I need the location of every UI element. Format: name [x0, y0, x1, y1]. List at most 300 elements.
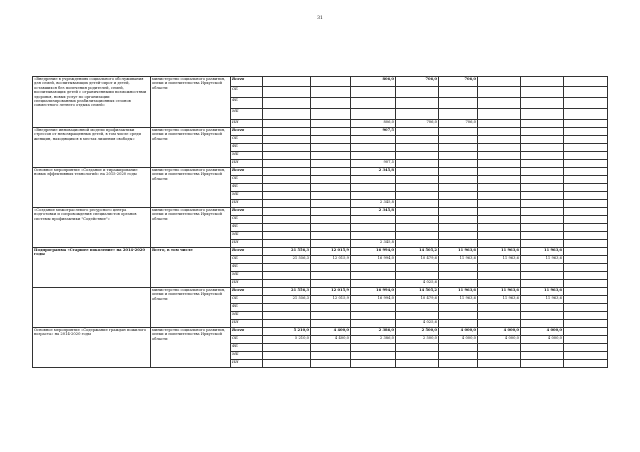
year-value [351, 136, 396, 144]
funding-source: МБ [231, 272, 263, 280]
executor: Всего, в том числе [151, 248, 231, 288]
year-value [439, 109, 478, 120]
year-value [439, 160, 478, 168]
year-value: 11 963,6 [521, 256, 564, 264]
year-value [478, 109, 521, 120]
year-value [521, 120, 564, 128]
year-value [396, 232, 439, 240]
year-value: 4 000,0 [478, 328, 521, 336]
funding-source: Всего [231, 248, 263, 256]
year-value [478, 200, 521, 208]
measure-name: Основное мероприятие «Содержание граждан пожилого возраста» на 2014-2020 годы [33, 328, 151, 368]
year-value [439, 272, 478, 280]
executor: министерство социального развития, опеки и попечительства Иркутской области [151, 77, 231, 128]
year-value [564, 240, 608, 248]
year-value [351, 87, 396, 98]
year-value: 10 479,6 [396, 296, 439, 304]
year-value [478, 136, 521, 144]
year-value [564, 304, 608, 312]
measure-name: «Внедрение инновационной модели профилактики стрессов от невозвращенных детей, в том числе среди женщин, находящихся в местах лишения свободы» [33, 128, 151, 168]
year-value: 2 345,8 [351, 168, 396, 176]
year-value [351, 344, 396, 352]
year-value [396, 136, 439, 144]
year-value [564, 136, 608, 144]
year-value [439, 224, 478, 232]
year-value [478, 77, 521, 87]
page-number: 31 [317, 16, 323, 21]
year-value [396, 224, 439, 232]
year-value [521, 304, 564, 312]
year-value [564, 264, 608, 272]
year-value [564, 248, 608, 256]
funding-source: Всего [231, 328, 263, 336]
year-value [351, 152, 396, 160]
year-value: 907,5 [351, 160, 396, 168]
funding-source: Всего [231, 288, 263, 296]
year-value: 4 000,0 [521, 328, 564, 336]
year-value: 4 000,0 [478, 336, 521, 344]
year-value: 16 994,0 [351, 288, 396, 296]
measure-name: Подпрограмма «Старшее поколение» на 2014-2020 годы [33, 248, 151, 288]
year-value [521, 176, 564, 184]
total-value [263, 87, 311, 98]
year-value [396, 216, 439, 224]
funding-source: ОБ [231, 296, 263, 304]
table-row [33, 328, 608, 336]
year-value [564, 77, 608, 87]
year-value: 11 963,6 [478, 296, 521, 304]
year-value [439, 192, 478, 200]
year-value [564, 160, 608, 168]
year-value [564, 320, 608, 328]
year-value [521, 344, 564, 352]
year-value: 2 500,0 [396, 336, 439, 344]
year-value [439, 136, 478, 144]
total-value [263, 136, 311, 144]
year-value [478, 320, 521, 328]
year-value [521, 98, 564, 109]
total-value [263, 208, 311, 216]
year-value: 11 963,6 [521, 248, 564, 256]
total-value: 21 556,3 [263, 256, 311, 264]
year-value [439, 360, 478, 368]
year-value [478, 168, 521, 176]
year-value: 4 025,6 [396, 320, 439, 328]
funding-source: ФБ [231, 344, 263, 352]
year-value [564, 120, 608, 128]
year-value [311, 280, 351, 288]
year-value [564, 87, 608, 98]
measure-name [33, 288, 151, 328]
year-value [439, 232, 478, 240]
total-value [263, 216, 311, 224]
year-value [439, 264, 478, 272]
year-value [351, 312, 396, 320]
funding-source: МБ [231, 152, 263, 160]
year-value [478, 144, 521, 152]
funding-source: ИИ [231, 320, 263, 328]
year-value [564, 312, 608, 320]
year-value [478, 87, 521, 98]
table-row [33, 248, 608, 256]
year-value: 706,0 [396, 77, 439, 87]
total-value: 21 556,3 [263, 248, 311, 256]
year-value [396, 344, 439, 352]
executor: министерство социального развития, опеки и попечительства Иркутской области [151, 208, 231, 248]
year-value [564, 109, 608, 120]
year-value [564, 216, 608, 224]
year-value [396, 200, 439, 208]
year-value [521, 184, 564, 192]
funding-source: ФБ [231, 304, 263, 312]
total-value: 21 556,3 [263, 296, 311, 304]
year-value [351, 216, 396, 224]
total-value [263, 120, 311, 128]
year-value: 4 000,0 [439, 336, 478, 344]
year-value: 2 386,0 [351, 328, 396, 336]
year-value: 12 015,9 [311, 296, 351, 304]
year-value [311, 272, 351, 280]
total-value [263, 160, 311, 168]
total-value [263, 320, 311, 328]
year-value [521, 360, 564, 368]
year-value [311, 344, 351, 352]
year-value: 806,0 [351, 77, 396, 87]
table-row [33, 128, 608, 136]
year-value: 706,0 [439, 120, 478, 128]
year-value [351, 360, 396, 368]
year-value [564, 336, 608, 344]
year-value [478, 160, 521, 168]
year-value [439, 320, 478, 328]
year-value [396, 160, 439, 168]
executor: министерство социального развития, опеки и попечительства Иркутской области [151, 168, 231, 208]
year-value [311, 160, 351, 168]
year-value [564, 232, 608, 240]
year-value: 2 345,8 [351, 240, 396, 248]
year-value [521, 87, 564, 98]
year-value [396, 168, 439, 176]
year-value: 11 963,6 [478, 288, 521, 296]
year-value [439, 208, 478, 216]
year-value [439, 312, 478, 320]
year-value: 16 994,0 [351, 248, 396, 256]
year-value: 2 386,0 [351, 336, 396, 344]
total-value [263, 192, 311, 200]
year-value: 4 000,0 [521, 336, 564, 344]
year-value: 706,0 [439, 77, 478, 87]
year-value [351, 98, 396, 109]
year-value [311, 232, 351, 240]
year-value [521, 136, 564, 144]
total-value [263, 98, 311, 109]
year-value [311, 224, 351, 232]
year-value [439, 344, 478, 352]
year-value [439, 240, 478, 248]
total-value [263, 240, 311, 248]
year-value [439, 98, 478, 109]
year-value [439, 87, 478, 98]
funding-source: ИИ [231, 160, 263, 168]
funding-source: Всего [231, 208, 263, 216]
year-value [564, 144, 608, 152]
year-value [478, 208, 521, 216]
year-value [311, 208, 351, 216]
table-row [33, 168, 608, 176]
year-value [564, 224, 608, 232]
year-value [564, 208, 608, 216]
year-value: 14 505,2 [396, 248, 439, 256]
year-value [311, 109, 351, 120]
year-value: 806,0 [351, 120, 396, 128]
total-value [263, 272, 311, 280]
year-value [311, 87, 351, 98]
year-value [478, 240, 521, 248]
year-value [564, 288, 608, 296]
year-value [564, 360, 608, 368]
year-value [521, 160, 564, 168]
year-value [396, 264, 439, 272]
year-value: 2 345,8 [351, 200, 396, 208]
measure-name: «Создание межотраслевого ресурсного центра подготовки и сопровождения специалистов органов системы профилактики "Содействие"» [33, 208, 151, 248]
funding-source: ОБ [231, 176, 263, 184]
total-value [263, 176, 311, 184]
year-value: 11 963,6 [478, 256, 521, 264]
year-value: 4 000,0 [439, 328, 478, 336]
year-value [478, 344, 521, 352]
year-value: 706,0 [396, 120, 439, 128]
year-value [396, 192, 439, 200]
year-value [478, 120, 521, 128]
year-value: 11 963,6 [439, 296, 478, 304]
funding-source: МБ [231, 232, 263, 240]
year-value [478, 184, 521, 192]
funding-source: ОБ [231, 87, 263, 98]
year-value [564, 280, 608, 288]
total-value [263, 224, 311, 232]
year-value [311, 352, 351, 360]
year-value [311, 312, 351, 320]
total-value: 5 210,0 [263, 336, 311, 344]
total-value [263, 152, 311, 160]
funding-source: ОБ [231, 216, 263, 224]
total-value [263, 77, 311, 87]
year-value: 16 994,0 [351, 256, 396, 264]
year-value [311, 152, 351, 160]
funding-source: ОБ [231, 136, 263, 144]
year-value [311, 136, 351, 144]
year-value [521, 320, 564, 328]
funding-source: ИИ [231, 120, 263, 128]
year-value [478, 232, 521, 240]
measure-name: «Внедрение в учреждениях социального обслуживания для семей, воспитывающих детей-сирот и детей, оставшихся без попечения родителей, семей, воспитывающих детей с ограниченными возможностями здоровья, новых услуг по организации специализированных реабилитационных сезонов совместного летнего отдыха семей» [33, 77, 151, 128]
executor: министерство социального развития, опеки и попечительства Иркутской области [151, 328, 231, 368]
year-value [351, 144, 396, 152]
funding-source: МБ [231, 109, 263, 120]
year-value [521, 352, 564, 360]
year-value [396, 312, 439, 320]
year-value [311, 240, 351, 248]
year-value [564, 296, 608, 304]
year-value [564, 152, 608, 160]
year-value [521, 224, 564, 232]
year-value: 11 963,6 [439, 288, 478, 296]
year-value [564, 176, 608, 184]
funding-source: ИИ [231, 240, 263, 248]
year-value [478, 176, 521, 184]
year-value [521, 144, 564, 152]
year-value [351, 192, 396, 200]
year-value [351, 304, 396, 312]
year-value [396, 109, 439, 120]
year-value [311, 184, 351, 192]
year-value [311, 144, 351, 152]
total-value: 5 210,0 [263, 328, 311, 336]
year-value [521, 168, 564, 176]
year-value [564, 128, 608, 136]
year-value [311, 77, 351, 87]
year-value [478, 304, 521, 312]
year-value [521, 312, 564, 320]
year-value [478, 312, 521, 320]
total-value [263, 312, 311, 320]
year-value [351, 320, 396, 328]
funding-source: ФБ [231, 144, 263, 152]
year-value [439, 152, 478, 160]
year-value [564, 344, 608, 352]
total-value [263, 304, 311, 312]
year-value [311, 264, 351, 272]
year-value: 11 963,6 [439, 248, 478, 256]
year-value [478, 98, 521, 109]
year-value [564, 200, 608, 208]
year-value [521, 152, 564, 160]
year-value [478, 224, 521, 232]
funding-source: МБ [231, 312, 263, 320]
table-row [33, 208, 608, 216]
year-value [564, 192, 608, 200]
year-value [351, 176, 396, 184]
table-row [33, 288, 608, 296]
total-value [263, 184, 311, 192]
year-value [521, 272, 564, 280]
year-value [439, 200, 478, 208]
year-value [521, 128, 564, 136]
year-value [396, 128, 439, 136]
year-value: 12 015,9 [311, 248, 351, 256]
year-value [478, 152, 521, 160]
total-value [263, 344, 311, 352]
budget-table [32, 76, 608, 368]
year-value [439, 128, 478, 136]
year-value: 11 963,6 [521, 288, 564, 296]
funding-source: ФБ [231, 224, 263, 232]
year-value [396, 184, 439, 192]
year-value [396, 98, 439, 109]
year-value [478, 264, 521, 272]
year-value [351, 272, 396, 280]
total-value [263, 264, 311, 272]
year-value [396, 87, 439, 98]
funding-source: ОБ [231, 256, 263, 264]
year-value [564, 272, 608, 280]
year-value: 2 500,0 [396, 328, 439, 336]
year-value [478, 272, 521, 280]
funding-source: ОБ [231, 336, 263, 344]
year-value [521, 264, 564, 272]
year-value [396, 360, 439, 368]
year-value [439, 352, 478, 360]
total-value [263, 360, 311, 368]
year-value [351, 352, 396, 360]
year-value [311, 120, 351, 128]
funding-source: ИИ [231, 360, 263, 368]
year-value [478, 216, 521, 224]
year-value [521, 200, 564, 208]
year-value [311, 360, 351, 368]
funding-source: МБ [231, 192, 263, 200]
year-value [521, 232, 564, 240]
year-value [396, 208, 439, 216]
year-value [351, 224, 396, 232]
year-value: 2 345,8 [351, 208, 396, 216]
year-value [311, 200, 351, 208]
year-value [521, 216, 564, 224]
total-value [263, 144, 311, 152]
year-value [311, 320, 351, 328]
funding-source: ИИ [231, 200, 263, 208]
year-value [564, 256, 608, 264]
year-value: 907,5 [351, 128, 396, 136]
measure-name: Основное мероприятие «Создание и тиражирование новых эффективных технологий» на 2015-2020 годы [33, 168, 151, 208]
total-value: 21 556,3 [263, 288, 311, 296]
year-value [396, 240, 439, 248]
year-value [439, 304, 478, 312]
year-value [311, 192, 351, 200]
funding-source: Всего [231, 168, 263, 176]
year-value [311, 128, 351, 136]
year-value [396, 272, 439, 280]
year-value [311, 168, 351, 176]
year-value [564, 184, 608, 192]
year-value [478, 128, 521, 136]
year-value [396, 304, 439, 312]
total-value [263, 200, 311, 208]
funding-source: ФБ [231, 98, 263, 109]
total-value [263, 128, 311, 136]
year-value [439, 144, 478, 152]
year-value: 11 963,6 [478, 248, 521, 256]
year-value [396, 152, 439, 160]
year-value [351, 232, 396, 240]
executor: министерство социального развития, опеки и попечительства Иркутской области [151, 288, 231, 328]
funding-source: МБ [231, 352, 263, 360]
year-value [478, 280, 521, 288]
year-value [311, 216, 351, 224]
year-value [311, 176, 351, 184]
funding-source: ФБ [231, 184, 263, 192]
year-value [396, 144, 439, 152]
year-value: 12 015,9 [311, 256, 351, 264]
year-value [351, 280, 396, 288]
year-value [521, 208, 564, 216]
year-value: 11 963,6 [521, 296, 564, 304]
year-value: 16 994,0 [351, 296, 396, 304]
year-value [521, 240, 564, 248]
year-value [521, 192, 564, 200]
year-value [396, 176, 439, 184]
year-value [311, 304, 351, 312]
